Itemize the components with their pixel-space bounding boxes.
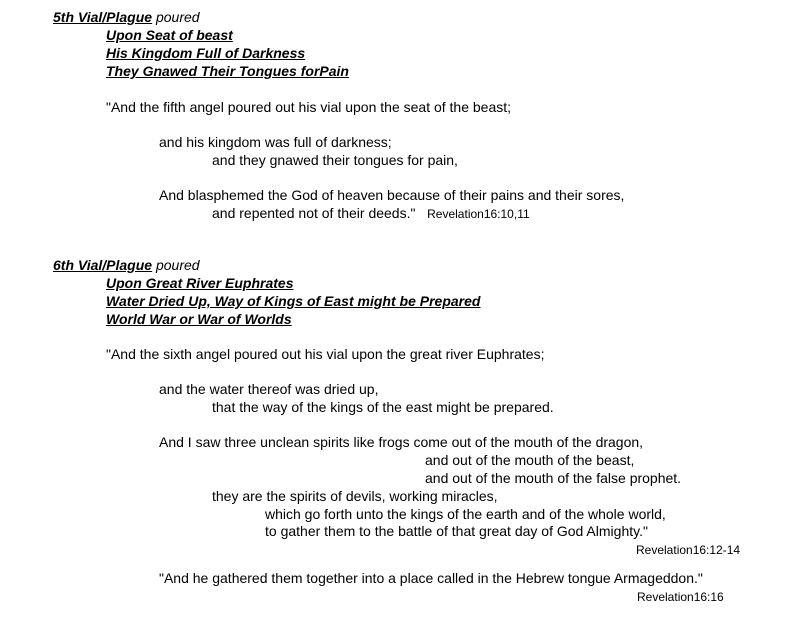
section6-verse-line-4: And I saw three unclean spirits like frogs come out of the mouth of the dragon, <box>159 434 644 450</box>
section5-verse-line-5-text: and repented not of their deeds." <box>212 205 416 221</box>
section5-verse-line-5 <box>212 204 530 223</box>
section5-verse-line-1: "And the fifth angel poured out his vial upon the seat of the beast; <box>106 99 512 115</box>
section6-verse-line-3: that the way of the kings of the east might be prepared. <box>212 399 554 415</box>
section6-verse-line-1: "And the sixth angel poured out his vial upon the great river Euphrates; <box>106 346 545 362</box>
section6-heading <box>53 256 200 274</box>
section6-subheading-3: World War or War of Worlds <box>106 311 292 327</box>
section6-verse-line-5: and out of the mouth of the beast, <box>425 452 635 468</box>
section6-reference-1: Revelation16:12-14 <box>636 543 741 557</box>
section5-subheading-1: Upon Seat of beast <box>106 27 233 43</box>
section6-subheading-2: Water Dried Up, Way of Kings of East might be Prepared <box>106 293 481 309</box>
section6-verse-line-8: which go forth unto the kings of the earth and of the whole world, <box>265 506 666 522</box>
section6-reference-2: Revelation16:16 <box>637 590 724 604</box>
section5-heading-poured: poured <box>152 9 200 25</box>
section6-verse-line-7: they are the spirits of devils, working miracles, <box>212 488 498 504</box>
section5-heading <box>53 8 200 26</box>
section5-subheading-3: They Gnawed Their Tongues forPain <box>106 63 349 79</box>
section5-subheading-2: His Kingdom Full of Darkness <box>106 45 306 61</box>
section6-verse-line-9: to gather them to the battle of that great day of God Almighty." <box>265 523 648 539</box>
section6-subheading-1: Upon Great River Euphrates <box>106 275 294 291</box>
section6-verse-line-2: and the water thereof was dried up, <box>159 381 379 397</box>
section5-verse-line-4: And blasphemed the God of heaven because of their pains and their sores, <box>159 187 625 203</box>
section6-heading-title: 6th Vial/Plague <box>53 257 153 273</box>
section6-verse-line-6: and out of the mouth of the false prophet. <box>425 470 682 486</box>
section5-reference: Revelation16:10,11 <box>427 207 530 221</box>
section5-verse-line-3: and they gnawed their tongues for pain, <box>212 152 458 168</box>
section6-verse-line-10: "And he gathered them together into a place called in the Hebrew tongue Armageddon." <box>159 570 703 586</box>
section5-heading-title: 5th Vial/Plague <box>53 9 153 25</box>
section6-heading-poured: poured <box>152 257 200 273</box>
section5-verse-line-2: and his kingdom was full of darkness; <box>159 134 392 150</box>
